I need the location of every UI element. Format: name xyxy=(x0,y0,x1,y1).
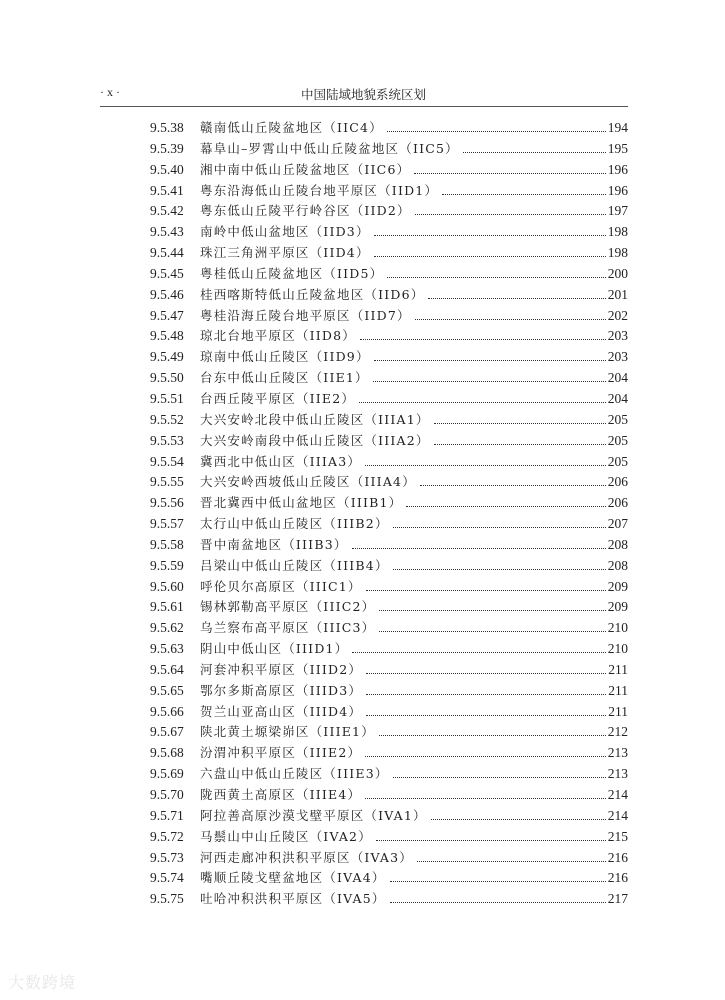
entry-page: 209 xyxy=(607,599,628,615)
toc-entry[interactable] xyxy=(150,326,628,347)
toc-entry[interactable] xyxy=(150,743,628,764)
toc-entry[interactable] xyxy=(150,201,628,222)
entry-page: 211 xyxy=(608,661,628,677)
entry-page: 209 xyxy=(607,578,628,594)
entry-number: 9.5.52 xyxy=(150,411,184,427)
dot-leader xyxy=(434,422,606,424)
running-title: 中国陆域地貌系统区划 xyxy=(300,87,426,102)
dot-leader xyxy=(365,464,606,466)
toc-entry[interactable] xyxy=(150,160,628,181)
toc-entry[interactable] xyxy=(150,431,628,452)
entry-title: 琼南中低山丘陵区（IID9） xyxy=(200,349,370,365)
entry-number: 9.5.53 xyxy=(150,432,184,448)
entry-number: 9.5.48 xyxy=(150,328,184,344)
entry-title: 粤桂低山丘陵盆地区（IID5） xyxy=(200,265,384,281)
dot-leader xyxy=(376,839,606,841)
dot-leader xyxy=(414,172,605,174)
running-header xyxy=(100,83,627,103)
toc-entry[interactable] xyxy=(150,722,628,743)
entry-page: 216 xyxy=(607,849,628,865)
toc-entry[interactable] xyxy=(150,347,628,368)
dot-leader xyxy=(379,734,606,736)
toc-entry[interactable] xyxy=(150,597,628,618)
entry-title: 陇西黄土高原区（IIIE4） xyxy=(200,787,362,802)
toc-entry[interactable] xyxy=(150,514,628,535)
toc-entry[interactable] xyxy=(150,868,628,889)
toc-entry[interactable] xyxy=(150,368,628,389)
toc-entry[interactable] xyxy=(150,764,628,785)
entry-page: 203 xyxy=(607,349,628,365)
entry-number: 9.5.57 xyxy=(150,516,184,532)
entry-page: 205 xyxy=(607,453,628,469)
entry-title: 赣南低山丘陵盆地区（IIC4） xyxy=(200,120,383,135)
entry-title: 大兴安岭西坡低山丘陵区（IIIA4） xyxy=(200,474,416,490)
dot-leader xyxy=(393,526,606,528)
entry-title: 马鬃山中山丘陵区（IVA2） xyxy=(200,828,372,844)
watermark: 大数跨境 xyxy=(8,973,77,992)
entry-page: 205 xyxy=(607,411,628,427)
entry-number: 9.5.44 xyxy=(150,245,184,261)
entry-number: 9.5.74 xyxy=(150,870,184,886)
entry-number: 9.5.41 xyxy=(150,182,184,198)
entry-number: 9.5.54 xyxy=(150,453,184,469)
dot-leader xyxy=(366,589,606,591)
toc-entry[interactable] xyxy=(150,472,628,493)
entry-number: 9.5.46 xyxy=(150,286,184,302)
entry-title: 南岭中低山盆地区（IID3） xyxy=(200,224,370,240)
entry-number: 9.5.51 xyxy=(150,390,184,406)
entry-number: 9.5.49 xyxy=(150,349,184,365)
entry-number: 9.5.68 xyxy=(150,745,184,761)
toc-entry[interactable] xyxy=(150,681,628,702)
entry-page: 195 xyxy=(607,140,628,156)
entry-title: 吐哈冲积洪积平原区（IVA5） xyxy=(200,891,386,907)
entry-title: 太行山中低山丘陵区（IIIB2） xyxy=(200,516,389,532)
dot-leader xyxy=(379,630,605,632)
entry-title: 珠江三角洲平原区（IID4） xyxy=(200,245,370,261)
entry-page: 207 xyxy=(607,516,628,532)
entry-title: 幕阜山–罗霄山中低山丘陵盆地区（IIC5） xyxy=(200,140,459,156)
entry-title: 粤东沿海低山丘陵台地平原区（IID1） xyxy=(200,182,439,198)
entry-title: 乌兰察布高平原区（IIIC3） xyxy=(200,620,376,636)
dot-leader xyxy=(365,755,606,757)
entry-number: 9.5.55 xyxy=(150,474,184,490)
dot-leader xyxy=(360,338,606,340)
toc-entry[interactable] xyxy=(150,889,628,910)
entry-page: 212 xyxy=(607,724,628,740)
entry-number: 9.5.60 xyxy=(150,578,184,594)
entry-page: 198 xyxy=(607,245,628,261)
entry-title: 桂西喀斯特低山丘陵盆地区（IID6） xyxy=(200,286,425,302)
header-rule xyxy=(100,106,628,107)
entry-page: 214 xyxy=(607,807,628,823)
entry-number: 9.5.45 xyxy=(150,265,184,281)
entry-number: 9.5.67 xyxy=(150,724,184,740)
toc-entry[interactable] xyxy=(150,806,628,827)
entry-page: 208 xyxy=(607,557,628,573)
entry-number: 9.5.63 xyxy=(150,641,184,657)
dot-leader xyxy=(420,484,606,486)
dot-leader xyxy=(374,255,606,257)
entry-title: 陕北黄土塬梁峁区（IIIE1） xyxy=(200,724,375,740)
entry-number: 9.5.40 xyxy=(150,161,184,177)
toc-entry[interactable] xyxy=(150,389,628,410)
dot-leader xyxy=(352,651,605,653)
dot-leader xyxy=(365,797,606,799)
toc-entry[interactable] xyxy=(150,181,628,202)
toc-entry[interactable] xyxy=(150,493,628,514)
entry-page: 211 xyxy=(608,703,628,719)
entry-number: 9.5.47 xyxy=(150,307,184,323)
entry-title: 河套冲积平原区（IIID2） xyxy=(200,661,363,677)
dot-leader xyxy=(463,151,606,153)
entry-page: 194 xyxy=(607,120,628,135)
entry-page: 196 xyxy=(607,182,628,198)
entry-title: 晋北冀西中低山盆地区（IIIB1） xyxy=(200,495,403,511)
entry-page: 215 xyxy=(607,828,628,844)
entry-page: 204 xyxy=(607,370,628,386)
toc-entry[interactable] xyxy=(150,410,628,431)
dot-leader xyxy=(390,880,606,882)
dot-leader xyxy=(359,401,606,403)
entry-number: 9.5.59 xyxy=(150,557,184,573)
entry-page: 206 xyxy=(607,474,628,490)
entry-page: 208 xyxy=(607,536,628,552)
page-number: · x · xyxy=(100,85,120,99)
entry-page: 216 xyxy=(607,870,628,886)
toc-entry[interactable] xyxy=(150,785,628,806)
entry-title: 台东中低山丘陵区（IIE1） xyxy=(200,370,369,386)
toc-entry[interactable] xyxy=(150,660,628,681)
toc-entry[interactable] xyxy=(150,848,628,869)
dot-leader xyxy=(366,714,606,716)
dot-leader xyxy=(374,359,606,361)
toc-entry[interactable] xyxy=(150,535,628,556)
dot-leader xyxy=(366,672,606,674)
entry-page: 210 xyxy=(607,641,628,657)
dot-leader xyxy=(431,818,606,820)
entry-number: 9.5.64 xyxy=(150,661,184,677)
toc-entry[interactable] xyxy=(150,264,628,285)
entry-title: 琼北台地平原区（IID8） xyxy=(200,328,356,344)
entry-title: 粤东低山丘陵平行岭谷区（IID2） xyxy=(200,203,411,219)
toc-entry[interactable] xyxy=(150,139,628,160)
entry-page: 197 xyxy=(607,203,628,219)
entry-title: 吕梁山中低山丘陵区（IIIB4） xyxy=(200,557,389,573)
dot-leader xyxy=(390,901,606,903)
entry-title: 六盘山中低山丘陵区（IIIE3） xyxy=(200,766,389,782)
entry-title: 锡林郭勒高平原区（IIIC2） xyxy=(200,599,376,615)
toc-entry[interactable] xyxy=(150,452,628,473)
entry-title: 贺兰山亚高山区（IIID4） xyxy=(200,703,363,719)
entry-number: 9.5.61 xyxy=(150,599,184,615)
table-of-contents xyxy=(150,118,628,910)
entry-page: 203 xyxy=(607,328,628,344)
dot-leader xyxy=(373,380,606,382)
entry-page: 214 xyxy=(607,787,628,802)
entry-number: 9.5.69 xyxy=(150,766,184,782)
entry-number: 9.5.73 xyxy=(150,849,184,865)
dot-leader xyxy=(415,213,606,215)
entry-number: 9.5.39 xyxy=(150,140,184,156)
entry-number: 9.5.50 xyxy=(150,370,184,386)
entry-title: 阿拉善高原沙漠戈壁平原区（IVA1） xyxy=(200,807,427,823)
entry-page: 213 xyxy=(607,766,628,782)
entry-page: 206 xyxy=(607,495,628,511)
toc-entry[interactable] xyxy=(150,702,628,723)
dot-leader xyxy=(393,776,606,778)
dot-leader xyxy=(417,860,606,862)
dot-leader xyxy=(434,443,606,445)
entry-page: 201 xyxy=(607,286,628,302)
entry-title: 大兴安岭北段中低山丘陵区（IIIA1） xyxy=(200,411,430,427)
entry-number: 9.5.56 xyxy=(150,495,184,511)
entry-page: 213 xyxy=(607,745,628,761)
entry-page: 196 xyxy=(607,161,628,177)
entry-page: 198 xyxy=(607,224,628,240)
entry-number: 9.5.66 xyxy=(150,703,184,719)
entry-title: 台西丘陵平原区（IIE2） xyxy=(200,390,356,406)
toc-entry[interactable] xyxy=(150,618,628,639)
dot-leader xyxy=(387,276,605,278)
entry-number: 9.5.42 xyxy=(150,203,184,219)
dot-leader xyxy=(428,297,605,299)
entry-title: 鄂尔多斯高原区（IIID3） xyxy=(200,682,363,698)
entry-number: 9.5.58 xyxy=(150,536,184,552)
dot-leader xyxy=(374,234,606,236)
entry-page: 210 xyxy=(607,620,628,636)
entry-number: 9.5.38 xyxy=(150,120,184,135)
dot-leader xyxy=(352,547,606,549)
entry-number: 9.5.71 xyxy=(150,807,184,823)
dot-leader xyxy=(387,130,606,132)
entry-page: 204 xyxy=(607,390,628,406)
toc-entry[interactable] xyxy=(150,577,628,598)
entry-title: 冀西北中低山区（IIIA3） xyxy=(200,453,362,469)
entry-page: 217 xyxy=(607,891,628,907)
toc-entry[interactable] xyxy=(150,118,628,139)
entry-title: 河西走廊冲积洪积平原区（IVA3） xyxy=(200,849,413,865)
entry-page: 211 xyxy=(608,682,628,698)
entry-title: 汾渭冲积平原区（IIIE2） xyxy=(200,745,362,761)
entry-number: 9.5.62 xyxy=(150,620,184,636)
toc-entry[interactable] xyxy=(150,222,628,243)
dot-leader xyxy=(415,318,606,320)
toc-entry[interactable] xyxy=(150,306,628,327)
entry-page: 202 xyxy=(607,307,628,323)
entry-page: 200 xyxy=(607,265,628,281)
entry-title: 粤桂沿海丘陵台地平原区（IID7） xyxy=(200,307,411,323)
toc-entry[interactable] xyxy=(150,285,628,306)
entry-title: 呼伦贝尔高原区（IIIC1） xyxy=(200,578,362,594)
toc-entry[interactable] xyxy=(150,243,628,264)
entry-title: 嘴顺丘陵戈壁盆地区（IVA4） xyxy=(200,870,386,886)
dot-leader xyxy=(366,693,606,695)
dot-leader xyxy=(406,505,605,507)
entry-page: 205 xyxy=(607,432,628,448)
toc-entry[interactable] xyxy=(150,827,628,848)
entry-title: 湘中南中低山丘陵盆地区（IIC6） xyxy=(200,161,411,177)
entry-number: 9.5.72 xyxy=(150,828,184,844)
dot-leader xyxy=(379,609,605,611)
entry-number: 9.5.75 xyxy=(150,891,184,907)
entry-number: 9.5.65 xyxy=(150,682,184,698)
dot-leader xyxy=(393,568,606,570)
entry-title: 晋中南盆地区（IIIB3） xyxy=(200,536,348,552)
entry-title: 大兴安岭南段中低山丘陵区（IIIA2） xyxy=(200,432,430,448)
dot-leader xyxy=(442,193,606,195)
toc-entry[interactable] xyxy=(150,639,628,660)
toc-entry[interactable] xyxy=(150,556,628,577)
entry-number: 9.5.43 xyxy=(150,224,184,240)
entry-number: 9.5.70 xyxy=(150,787,184,802)
entry-title: 阴山中低山区（IIID1） xyxy=(200,641,349,657)
